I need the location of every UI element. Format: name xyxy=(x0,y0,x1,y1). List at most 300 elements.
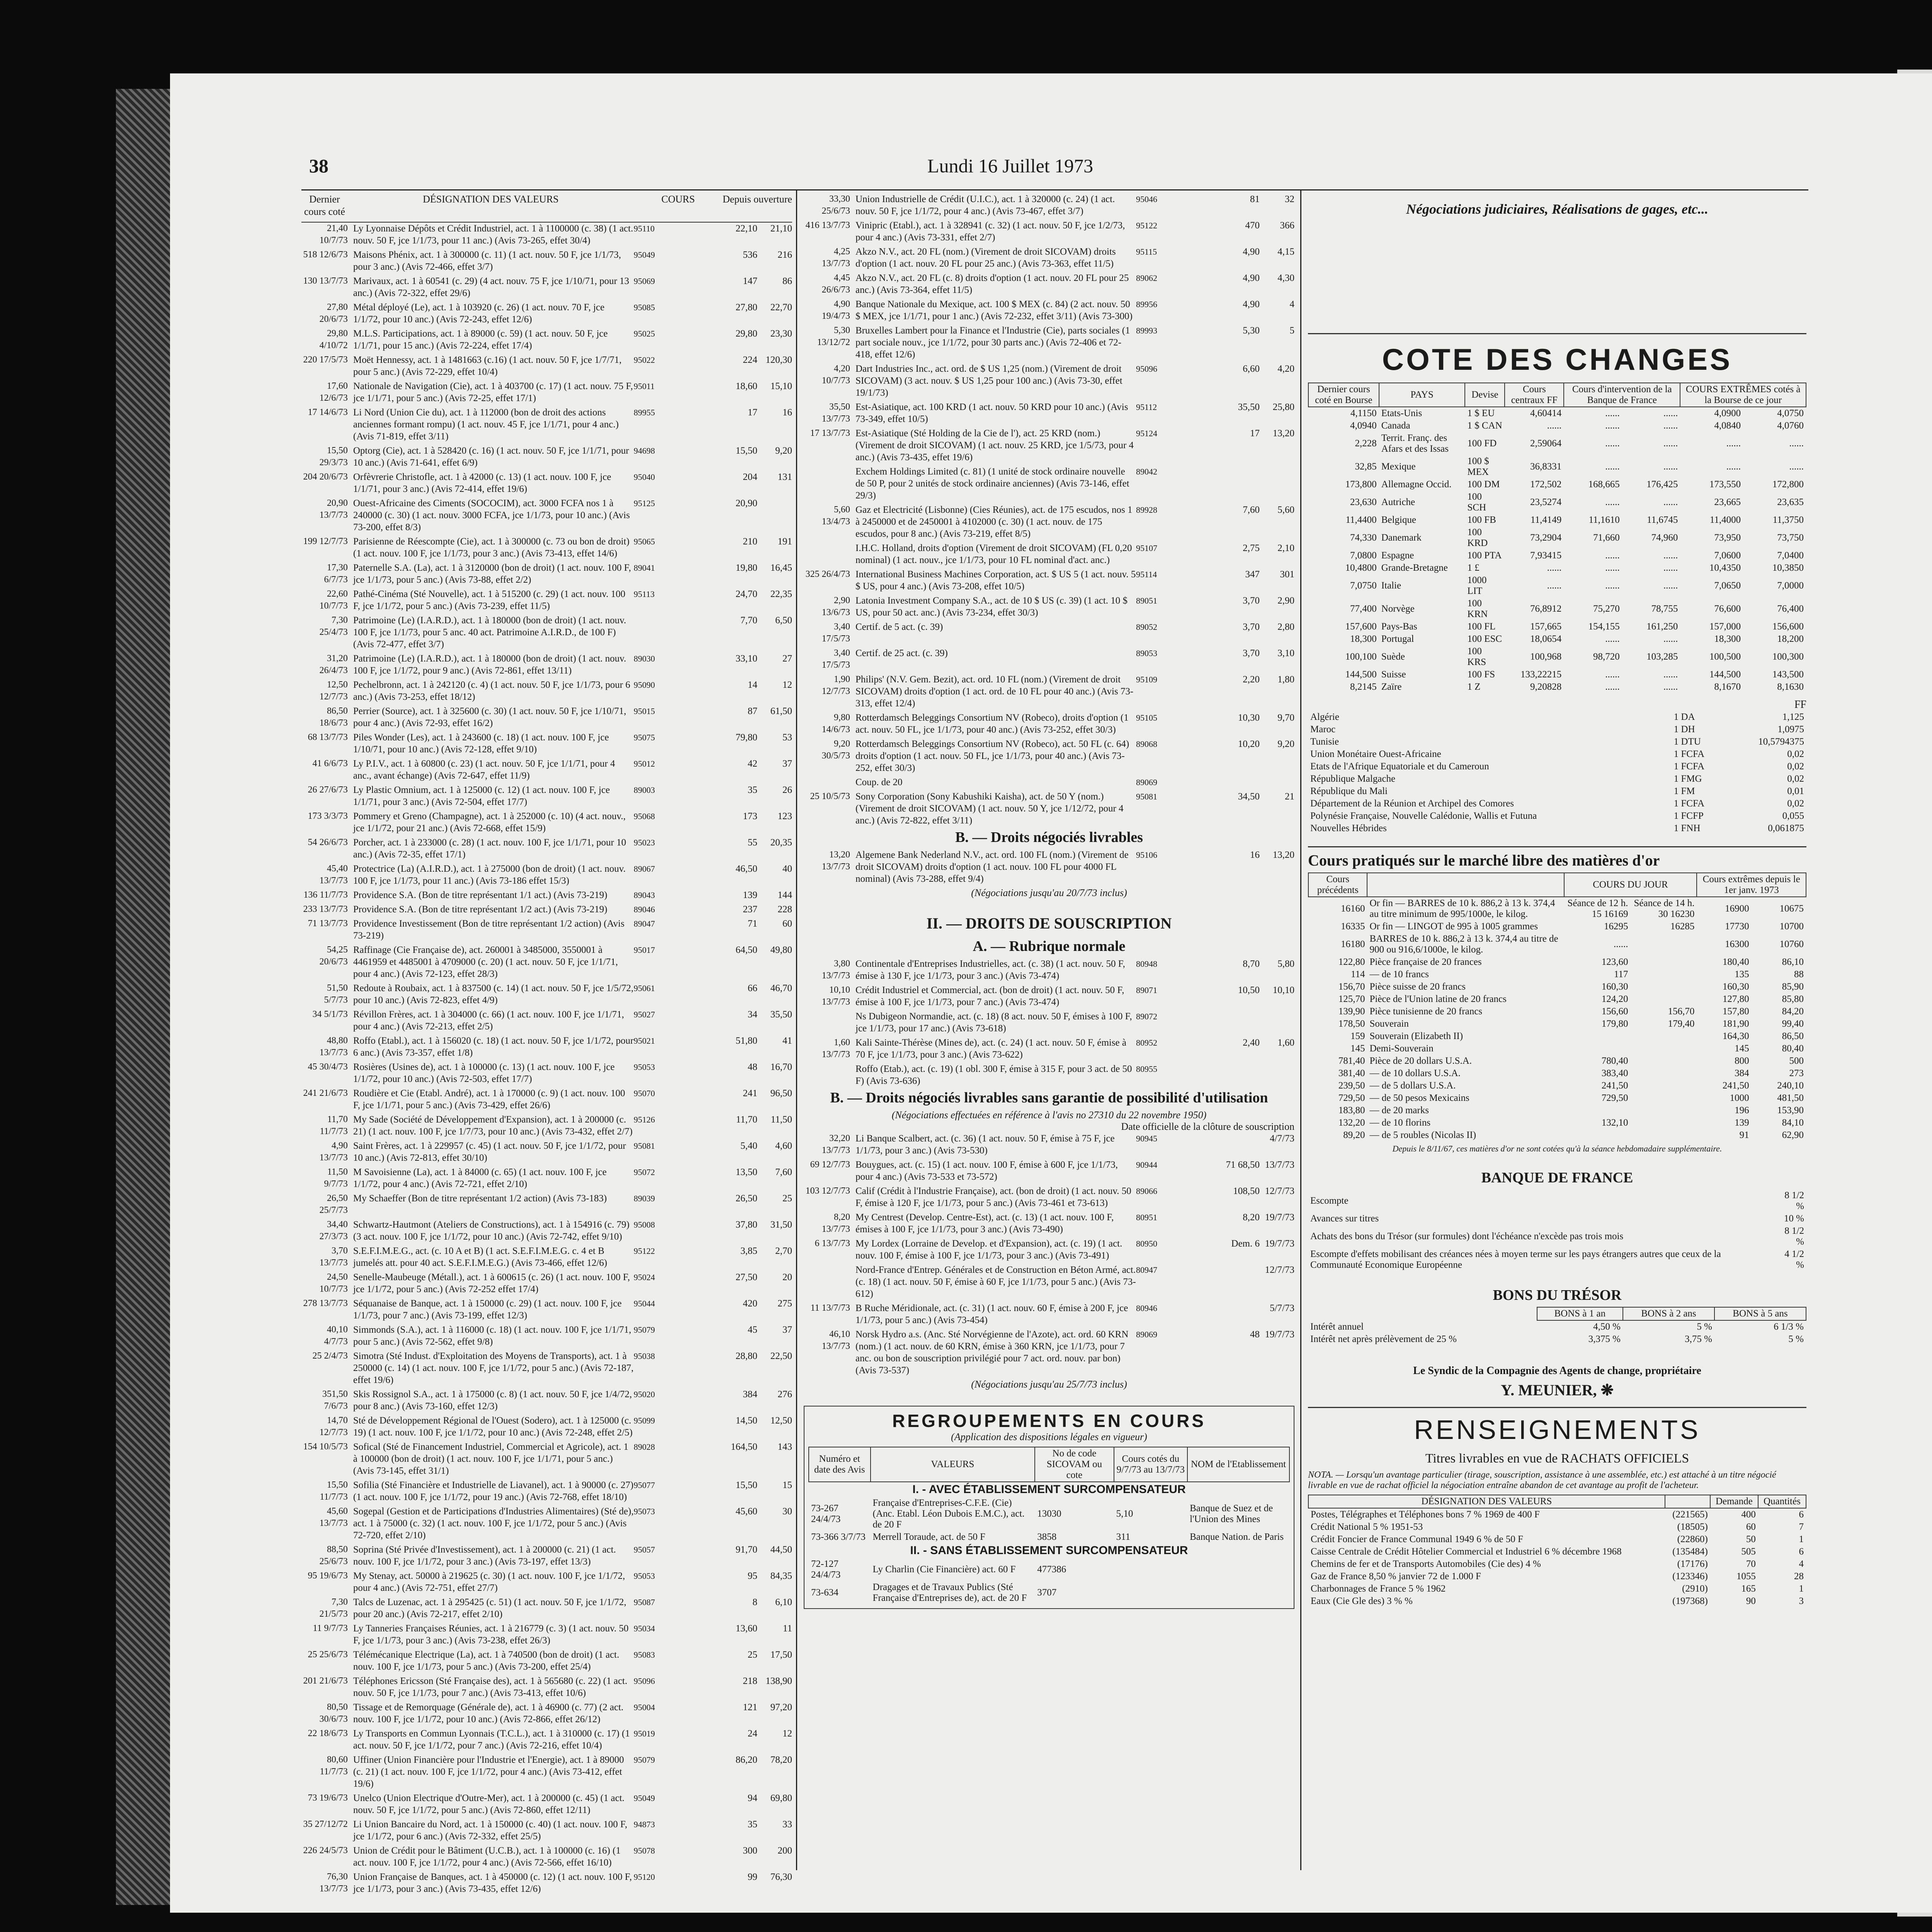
cell-l: 100,300 xyxy=(1772,651,1804,662)
security-name: Algemene Bank Nederland N.V., act. ord. 100 FL (nom.) (Virement de droit SICOVAM) droits d'option (1 act. nouv. 100 FL pour 4000 FL nominal) (Avis 73-288, effet 9/4) xyxy=(855,850,1129,884)
quote-code: 95011 xyxy=(634,381,655,391)
cell-c2 xyxy=(1630,1043,1697,1055)
security-name: Nord-France d'Entrep. Générales et de Construction en Béton Armé, act. (c. 18) (1 act. nouv. 50 F, émise à 60 F, jce 1/1/73, pour 5 anc.) (Avis 73-612) xyxy=(855,1265,1136,1299)
low-price: 301 xyxy=(1280,569,1294,580)
table-row xyxy=(301,497,792,533)
high-price: 470 xyxy=(1245,220,1260,231)
cell-h: 4,0840 xyxy=(1714,420,1741,431)
cell-p: Mexique xyxy=(1381,461,1416,472)
left-rows xyxy=(301,223,792,1895)
high-price: 22,10 xyxy=(735,223,757,234)
low-price: 5,80 xyxy=(1277,959,1294,969)
cell-k xyxy=(1114,1581,1187,1604)
cell-i1: ...... xyxy=(1605,420,1620,431)
low-price: 2,10 xyxy=(1277,543,1294,553)
last-price: 31,20 26/4/73 xyxy=(319,653,348,675)
cell-v: 100 KRS xyxy=(1467,646,1486,667)
cell-c: (197368) xyxy=(1672,1596,1708,1606)
high-price: 384 xyxy=(743,1389,757,1400)
last-price: 3,40 17/5/73 xyxy=(821,622,850,644)
cell-v: 100 DM xyxy=(1467,479,1500,490)
last-price: 7,30 21/5/73 xyxy=(319,1597,348,1619)
cell-h: 139 xyxy=(1735,1117,1749,1128)
last-price: 11,50 9/7/73 xyxy=(324,1167,348,1189)
cell-c: (22860) xyxy=(1677,1534,1708,1544)
quote-code: 95096 xyxy=(1136,364,1157,374)
quote-code xyxy=(634,614,723,650)
low-price: 2,70 xyxy=(775,1246,792,1256)
last-price: 325 26/4/73 xyxy=(805,569,850,579)
cell-a: 72-127 24/4/73 xyxy=(811,1559,841,1580)
last-price: 25 10/5/73 xyxy=(810,791,850,801)
col-designation: DÉSIGNATION DES VALEURS xyxy=(423,194,559,205)
table-row xyxy=(1308,1189,1806,1213)
quote-code: 95110 xyxy=(634,224,655,233)
cell-h: 17730 xyxy=(1725,921,1749,932)
cell-p: 114 xyxy=(1350,969,1365,980)
last-price: 88,50 25/6/73 xyxy=(319,1544,348,1566)
cell-l: 84,20 xyxy=(1782,1006,1804,1017)
table-row xyxy=(301,1388,792,1412)
cell-h: 7,0600 xyxy=(1714,550,1741,561)
cell-f: 0,01 xyxy=(1787,786,1804,796)
table-row xyxy=(1308,723,1806,736)
quote-code: 95012 xyxy=(634,759,655,769)
security-name: I.H.C. Holland, droits d'option (Virement de droit SICOVAM) (FL 0,20 nominal) (1 act. nouv., jce 1/1/73, pour 10 FL nominal d'act. anc.) xyxy=(855,543,1132,565)
table-row xyxy=(809,1581,1289,1604)
quote-code: 95027 xyxy=(634,1010,655,1019)
cell-h: 173,550 xyxy=(1709,479,1741,490)
table-row xyxy=(1308,1117,1806,1129)
cell-q: 6 xyxy=(1799,1546,1804,1557)
security-name: My Sade (Société de Développement d'Expansion), act. 1 à 200000 (c. 21) (1 act. nouv. 100 F, jce 1/7/73, pour 10 anc.) (Avis 73-432, effet 2/7) xyxy=(353,1114,633,1137)
left-table-header xyxy=(301,193,792,223)
cell-t: Escompte xyxy=(1310,1196,1349,1206)
quote-code: 95068 xyxy=(634,811,655,821)
cell-p: 159 xyxy=(1350,1031,1365,1041)
last-price: 5,60 13/4/73 xyxy=(821,505,850,527)
table-row xyxy=(1308,1333,1806,1345)
cell-c2: 16285 xyxy=(1670,921,1695,932)
cell-c: (123346) xyxy=(1672,1571,1708,1582)
cell-i2: ...... xyxy=(1663,682,1678,692)
security-name: S.E.F.I.M.E.G., act. (c. 10 A et B) (1 act. S.E.F.I.M.E.G. c. 4 et B jumelés att. pour 40 act. S.E.F.I.M.E.G.) (Avis 73-466, effet 12/6) xyxy=(353,1246,607,1268)
high-price xyxy=(1225,1133,1260,1156)
table-row xyxy=(804,1037,1294,1061)
high-price: 15,50 xyxy=(735,446,757,456)
security-name: Maisons Phénix, act. 1 à 300000 (c. 11) (1 act. nouv. 50 F, jce 1/1/73, pour 3 anc.) (Avis 72-466, effet 3/7) xyxy=(353,250,621,272)
cell-n: — de 50 pesos Mexicains xyxy=(1369,1093,1469,1103)
low-price: 228 xyxy=(777,904,792,915)
cell-p: Etats-Unis xyxy=(1381,408,1422,418)
high-price: 15,50 xyxy=(735,1480,757,1490)
last-price: 35 27/12/72 xyxy=(303,1819,348,1829)
table-row xyxy=(301,562,792,586)
right-column xyxy=(1308,201,1806,1607)
cell-d: 4,0940 xyxy=(1350,420,1377,431)
last-price: 233 13/7/73 xyxy=(303,904,348,914)
table-row xyxy=(804,984,1294,1008)
high-price xyxy=(1225,1010,1260,1034)
last-price: 3,40 17/5/73 xyxy=(821,648,850,670)
low-price: 60 xyxy=(782,918,792,929)
last-price: 32,20 13/7/73 xyxy=(821,1133,850,1155)
high-price: 204 xyxy=(743,472,757,482)
last-price: 95 19/6/73 xyxy=(308,1571,348,1581)
security-name: Ly Lyonnaise Dépôts et Crédit Industriel, act. 1 à 1100000 (c. 38) (1 act. nouv. 50 F, jce 1/1/73, pour 11 anc.) (Avis 73-265, effet 30/4) xyxy=(353,223,633,246)
quote-code: 95020 xyxy=(634,1389,655,1399)
table-row xyxy=(804,1211,1294,1235)
low-price: 4,20 xyxy=(1277,364,1294,374)
cell-c: 7,93415 xyxy=(1530,550,1562,561)
table-row xyxy=(1308,1043,1806,1055)
low-price: 6,50 xyxy=(775,615,792,626)
low-price: 12/7/73 xyxy=(1265,1265,1294,1275)
quote-code: 95053 xyxy=(634,1571,655,1581)
quote-code: 94698 xyxy=(634,446,655,456)
cell-n: Gaz de France 8,50 % janvier 72 de 1.000 F xyxy=(1311,1571,1481,1582)
changes-title: COTE DES CHANGES xyxy=(1308,333,1806,377)
table-row xyxy=(1308,1104,1806,1117)
cell-h: 91 xyxy=(1739,1130,1749,1140)
cell-v: 100 FS xyxy=(1467,669,1495,680)
quote-code: 95008 xyxy=(634,1220,655,1230)
table-row xyxy=(1308,1570,1806,1583)
quote-code: 95122 xyxy=(1136,221,1157,230)
table-row xyxy=(1308,491,1806,514)
cell-l: 143,500 xyxy=(1772,669,1804,680)
last-price: 45 30/4/73 xyxy=(308,1062,348,1072)
low-price: 30 xyxy=(782,1506,792,1517)
table-row xyxy=(1308,562,1806,574)
cell-v: 1 FM xyxy=(1673,786,1695,796)
last-price xyxy=(804,1063,855,1087)
last-price: 25 25/6/73 xyxy=(308,1650,348,1660)
high-price: 19,80 xyxy=(735,563,757,573)
cell-h: 8,1670 xyxy=(1714,682,1741,692)
cell-h: 11,4000 xyxy=(1709,515,1741,525)
cell-i2: 11,6745 xyxy=(1647,515,1678,525)
cell-d: 77,400 xyxy=(1350,604,1377,614)
low-price: 15 xyxy=(782,1480,792,1490)
cell-c: 6 1/3 % xyxy=(1774,1321,1804,1332)
quote-code: 95034 xyxy=(634,1624,655,1633)
security-name: Optorg (Cie), act. 1 à 528420 (c. 16) (1 act. nouv. 50 F, jce 1/1/71, pour 10 anc.) (Avis 71-641, effet 6/9) xyxy=(353,446,629,468)
cell-t: Intérêt net après prélèvement de 25 % xyxy=(1310,1334,1457,1344)
low-price: 25 xyxy=(782,1193,792,1204)
low-price: 131 xyxy=(777,472,792,482)
cell-i2: ...... xyxy=(1663,461,1678,472)
security-name: Télémécanique Electrique (La), act. 1 à 740500 (bon de droit) (1 act. nouv. 100 F, jce 1/1/73, pour 5 anc.) (Avis 73-200, effet 25/4) xyxy=(353,1650,619,1672)
page-date: Lundi 16 Juillet 1973 xyxy=(927,155,1094,177)
cell-d: 60 xyxy=(1746,1522,1756,1532)
low-price: 21 xyxy=(1285,791,1294,802)
table-row xyxy=(1308,897,1806,920)
cell-h: 4,0900 xyxy=(1714,408,1741,418)
security-name: Ly Plastic Omnium, act. 1 à 125000 (c. 12) (1 act. nouv. 100 F, jce 1/1/71, pour 3 anc.) (Avis 72-504, effet 17/7) xyxy=(353,785,610,807)
cell-d: 90 xyxy=(1746,1596,1756,1606)
cell-l: 84,10 xyxy=(1782,1117,1804,1128)
table-row xyxy=(1308,956,1806,968)
last-price: 2,90 13/6/73 xyxy=(821,595,850,617)
cell-p: Polynésie Française, Nouvelle Calédonie, Wallis et Futuna xyxy=(1310,811,1537,821)
cell-v: 10 % xyxy=(1784,1213,1804,1224)
table-row xyxy=(301,1009,792,1032)
last-price: 4,45 26/6/73 xyxy=(821,273,850,295)
last-price: 351,50 7/6/73 xyxy=(322,1389,348,1411)
low-price: 12/7/73 xyxy=(1265,1186,1294,1196)
quote-code: 89047 xyxy=(634,919,655,929)
ch-col-last: Dernier cours coté en Bourse xyxy=(1308,383,1379,407)
cell-d: 144,500 xyxy=(1345,669,1377,680)
low-price xyxy=(1260,1063,1294,1087)
last-price: 51,50 5/7/73 xyxy=(324,983,348,1005)
cell-p: 183,80 xyxy=(1338,1105,1365,1116)
security-name: Simmonds (S.A.), act. 1 à 116000 (c. 18) (1 act. nouv. 100 F, jce 1/1/71, pour 5 anc.) (Avis 72-562, effet 9/8) xyxy=(353,1325,631,1347)
table-row xyxy=(301,731,792,755)
last-price: 41 6/6/73 xyxy=(312,759,348,769)
last-price: 220 17/5/73 xyxy=(303,355,348,365)
security-name: Union de Crédit pour le Bâtiment (U.C.B.), act. 1 à 100000 (c. 16) (1 act. nouv. 100 F, jce 1/1/72, pour 4 anc.) (Avis 72-566, effet 16/10) xyxy=(353,1845,621,1868)
low-price: 69,80 xyxy=(770,1793,792,1803)
cell-h: 181,90 xyxy=(1722,1019,1749,1029)
security-name: Roffo (Etab.), act. (c. 19) (1 obl. 300 F, émise à 315 F, pour 3 act. de 50 F) (Avis 73-636) xyxy=(855,1064,1132,1086)
cell-c: 157,665 xyxy=(1530,621,1562,632)
section-2b-note: (Négociations effectuées en référence à l'avis no 27310 du 22 novembre 1950) xyxy=(891,1109,1207,1121)
cell-p: 145 xyxy=(1350,1043,1365,1054)
high-price: 17 xyxy=(748,407,757,418)
cell-p: République du Mali xyxy=(1310,786,1388,796)
cell-i1: ...... xyxy=(1605,580,1620,591)
table-row xyxy=(301,1649,792,1673)
cell-n: Crédit National 5 % 1951-53 xyxy=(1311,1522,1423,1532)
security-name: Gaz et Electricité (Lisbonne) (Cies Réunies), act. de 175 escudos, nos 1 à 2450000 et de 2450001 à 4102000 (c. 30) (1 act. nouv. de 175 escudos, pour 8 anc.) (Avis 73-219, effet 8/5) xyxy=(855,505,1133,539)
section-2b-title: B. — Droits négociés livrables sans garantie de possibilité d'utilisation xyxy=(830,1090,1268,1106)
cell-c1 xyxy=(1564,1030,1631,1043)
security-name: International Business Machines Corporation, act. $ US 5 (1 act. nouv. 5 $ US, pour 4 anc.) (Avis 73-208, effet 10/5) xyxy=(855,569,1136,592)
security-name: Pechelbronn, act. 1 à 242120 (c. 4) (1 act. nouv. 50 F, jce 1/1/73, pour 6 anc.) (Avis 73-253, effet 18/12) xyxy=(353,680,631,702)
cell-a: 73-634 xyxy=(811,1587,838,1598)
low-price: 216 xyxy=(777,250,792,260)
low-price: 5,60 xyxy=(1277,505,1294,515)
table-row xyxy=(1308,597,1806,621)
rg-col-code: No de code SICOVAM ou cote xyxy=(1035,1447,1114,1482)
security-name: Akzo N.V., act. 20 FL (nom.) (Virement de droit SICOVAM) droits d'option (1 act. nouv. 20 FL pour 25 anc.) (Avis 73-363, effet 11/5) xyxy=(855,247,1116,269)
changes-rows xyxy=(1308,407,1806,693)
cell-c: 4,60414 xyxy=(1530,408,1562,418)
cell-c: 3858 xyxy=(1037,1532,1057,1542)
quote-code: 89042 xyxy=(1136,467,1157,476)
security-name: Dart Industries Inc., act. ord. de $ US 1,25 (nom.) (Virement de droit SICOVAM) (3 act. nouv. $ US 1,25 pour 100 anc.) (Avis 73-30, effet 19/1/73) xyxy=(855,364,1122,398)
security-name: Parisienne de Réescompte (Cie), act. 1 à 300000 (c. 73 ou bon de droit) (1 act. nouv. 100 F, jce 1/1/73, pour 3 anc.) (Avis 73-413, effet 14/6) xyxy=(353,536,630,559)
high-price: 86,20 xyxy=(735,1755,757,1765)
table-row xyxy=(1308,1508,1806,1521)
last-price: 71 13/7/73 xyxy=(308,918,348,929)
cell-q: 7 xyxy=(1799,1522,1804,1532)
cell-h: 800 xyxy=(1735,1056,1749,1066)
cell-h: 16300 xyxy=(1725,939,1749,949)
cell-p: Canada xyxy=(1381,420,1410,431)
cell-p: République Malgache xyxy=(1310,774,1396,784)
cell-f: 0,02 xyxy=(1787,798,1804,809)
low-price xyxy=(1260,466,1294,502)
cell-c: 18,0654 xyxy=(1530,634,1562,644)
cell-v: 100 FD xyxy=(1467,438,1497,449)
last-price: 15,50 11/7/73 xyxy=(320,1480,348,1502)
quote-code: 95083 xyxy=(634,1650,655,1660)
last-price: 80,50 30/6/73 xyxy=(319,1702,348,1724)
table-row xyxy=(301,1544,792,1568)
security-name: Coup. de 20 xyxy=(855,777,903,787)
quote-code: 95099 xyxy=(634,1416,655,1425)
security-name: Perrier (Source), act. 1 à 325600 (c. 30) (1 act. nouv. 50 F, jce 1/10/71, pour 4 anc.) (Avis 72-93, effet 16/2) xyxy=(353,706,626,728)
bons-table xyxy=(1308,1307,1806,1345)
last-price: 136 11/7/73 xyxy=(303,890,348,900)
last-price: 20,90 13/7/73 xyxy=(319,498,348,520)
table-row xyxy=(301,1701,792,1725)
quote-code: 95096 xyxy=(634,1676,655,1686)
high-price: 27,50 xyxy=(735,1272,757,1282)
high-price: 45 xyxy=(748,1325,757,1335)
cell-l: 7,0000 xyxy=(1777,580,1804,591)
cell-c: 11,4149 xyxy=(1530,515,1562,525)
security-name: Calif (Crédit à l'Industrie Française), act. (bon de droit) (1 act. nouv. 50 F, émise à 120 F, jce 1/1/73, pour 5 anc.) (Avis 73-461 et 73-613) xyxy=(855,1186,1131,1208)
security-name: Skis Rossignol S.A., act. 1 à 175000 (c. 8) (1 act. nouv. 50 F, jce 1/4/72, pour 8 anc.) (Avis 73-160, effet 12/3) xyxy=(353,1389,632,1412)
table-row xyxy=(1308,1546,1806,1558)
table-row xyxy=(1308,526,1806,549)
last-price: 4,25 13/7/73 xyxy=(821,247,850,269)
high-price: 34,50 xyxy=(1238,791,1260,802)
rens-rows xyxy=(1308,1508,1806,1607)
low-price: 76,30 xyxy=(770,1872,792,1882)
table-row xyxy=(301,1570,792,1594)
high-price: 218 xyxy=(743,1676,757,1686)
cell-v: 100 KRN xyxy=(1467,598,1488,619)
cell-e: Banque Nation. de Paris xyxy=(1190,1532,1284,1542)
high-price: 35 xyxy=(748,785,757,795)
low-price: 1,80 xyxy=(1277,674,1294,685)
last-price: 241 21/6/73 xyxy=(303,1088,348,1098)
table-row xyxy=(301,354,792,378)
cell-p: Portugal xyxy=(1381,634,1414,644)
cell-n: Crédit Foncier de France Communal 1949 6 % de 50 F xyxy=(1311,1534,1523,1544)
low-price: 13,20 xyxy=(1272,850,1294,860)
cell-n: — de 10 dollars U.S.A. xyxy=(1369,1068,1461,1078)
security-name: Porcher, act. 1 à 233000 (c. 28) (1 act. nouv. 100 F, jce 1/1/71, pour 10 anc.) (Avis 72-35, effet 17/1) xyxy=(353,837,626,860)
cell-c2 xyxy=(1630,993,1697,1005)
security-name: Piles Wonder (Les), act. 1 à 243600 (c. 18) (1 act. nouv. 100 F, jce 1/10/71, pour 10 anc.) (Avis 72-128, effet 9/10) xyxy=(353,732,609,755)
cell-d: 157,600 xyxy=(1345,621,1377,632)
rule-top xyxy=(301,189,1808,190)
cell-i1: ...... xyxy=(1605,563,1620,573)
cell-h: 7,0650 xyxy=(1714,580,1741,591)
cell-q: 1 xyxy=(1799,1583,1804,1594)
cell-c2 xyxy=(1630,1030,1697,1043)
cell-c1: 179,80 xyxy=(1601,1019,1628,1029)
table-row xyxy=(1308,1092,1806,1104)
last-price: 54 26/6/73 xyxy=(308,837,348,847)
security-name: Révillon Frères, act. 1 à 304000 (c. 66) (1 act. nouv. 100 F, jce 1/1/71, pour 4 anc.) (Avis 72-213, effet 2/5) xyxy=(353,1009,624,1032)
table-row xyxy=(804,1063,1294,1087)
cell-i1: 168,665 xyxy=(1588,479,1620,490)
table-row xyxy=(301,982,792,1006)
last-price xyxy=(804,1264,855,1300)
cell-h: 100,500 xyxy=(1709,651,1741,662)
high-price: 173 xyxy=(743,811,757,821)
cell-l: 4,0760 xyxy=(1777,420,1804,431)
cell-p: Maroc xyxy=(1310,724,1336,735)
security-name: M Savoisienne (La), act. 1 à 84000 (c. 65) (1 act. nouv. 100 F, jce 1/1/72, pour 4 anc.) (Avis 72-721, effet 2/10) xyxy=(353,1167,607,1189)
quote-code: 89053 xyxy=(1136,648,1157,658)
last-price: 22,60 10/7/73 xyxy=(319,589,348,611)
low-price: 276 xyxy=(777,1389,792,1400)
quote-code: 89003 xyxy=(634,785,655,795)
high-price: 7,60 xyxy=(1243,505,1260,515)
quote-code: 95040 xyxy=(634,472,655,482)
rg-col-cours: Cours cotés du 9/7/73 au 13/7/73 xyxy=(1114,1447,1187,1482)
cell-c2: 179,40 xyxy=(1668,1019,1695,1029)
quote-code: 95081 xyxy=(634,1141,655,1151)
high-price: 13,50 xyxy=(735,1167,757,1177)
low-price: 2,80 xyxy=(1277,622,1294,632)
last-price: 10,10 13/7/73 xyxy=(821,985,850,1007)
quote-code: 94873 xyxy=(634,1820,655,1829)
quote-code: 80950 xyxy=(1136,1239,1157,1248)
cell-l: 18,200 xyxy=(1777,634,1804,644)
high-price: 55 xyxy=(748,837,757,848)
last-price: 199 12/7/73 xyxy=(303,536,348,546)
cell-n: Pièce de l'Union latine de 20 francs xyxy=(1369,994,1507,1004)
cell-v: 100 PTA xyxy=(1467,550,1502,561)
bons-title: BONS DU TRÉSOR xyxy=(1493,1287,1622,1303)
cell-f: 0,02 xyxy=(1787,774,1804,784)
low-price: 25,80 xyxy=(1272,402,1294,412)
cell-f: 0,061875 xyxy=(1768,823,1804,833)
high-price: 420 xyxy=(743,1298,757,1309)
last-price: 35,50 13/7/73 xyxy=(821,402,850,424)
last-price: 3,70 13/7/73 xyxy=(319,1246,348,1268)
cell-c: 3707 xyxy=(1037,1587,1057,1598)
cell-v: 1000 LIT xyxy=(1467,575,1487,596)
high-price: 95 xyxy=(748,1571,757,1581)
security-name: Certif. de 25 act. (c. 39) xyxy=(855,648,948,658)
rens-col-dem: Demande xyxy=(1710,1495,1758,1508)
table-row xyxy=(1308,1213,1806,1225)
high-price: 300 xyxy=(743,1845,757,1856)
cell-v: 100 FL xyxy=(1467,621,1496,632)
security-name: Certif. de 5 act. (c. 39) xyxy=(855,622,943,632)
quote-code: 95065 xyxy=(634,537,655,546)
table-row xyxy=(804,958,1294,982)
table-row xyxy=(1308,1030,1806,1043)
cell-k: 311 xyxy=(1116,1532,1131,1542)
rule-col1 xyxy=(796,189,797,1870)
cell-a: 4,50 % xyxy=(1593,1321,1621,1332)
cell-d: 100,100 xyxy=(1345,651,1377,662)
table-row xyxy=(804,1159,1294,1183)
last-price: 9,80 14/6/73 xyxy=(821,713,850,735)
table-row xyxy=(804,298,1294,322)
last-price: 45,60 13/7/73 xyxy=(319,1506,348,1528)
cell-h: 16900 xyxy=(1725,903,1749,914)
security-name: Crédit Industriel et Commercial, act. (bon de droit) (1 act. nouv. 50 F, émise à 100 F, jce 1/1/73, pour 7 anc.) (Avis 73-474) xyxy=(855,985,1124,1007)
quote-code: 95017 xyxy=(634,945,655,955)
high-price: 34 xyxy=(748,1009,757,1020)
low-price: 3,10 xyxy=(1277,648,1294,658)
quote-code: 95072 xyxy=(634,1167,655,1177)
security-name: Pathé-Cinéma (Sté Nouvelle), act. 1 à 515200 (c. 29) (1 act. nouv. 100 F, jce 1/1/72, pour 5 anc.) (Avis 73-239, effet 11/5) xyxy=(353,589,626,611)
table-row xyxy=(1308,1055,1806,1067)
